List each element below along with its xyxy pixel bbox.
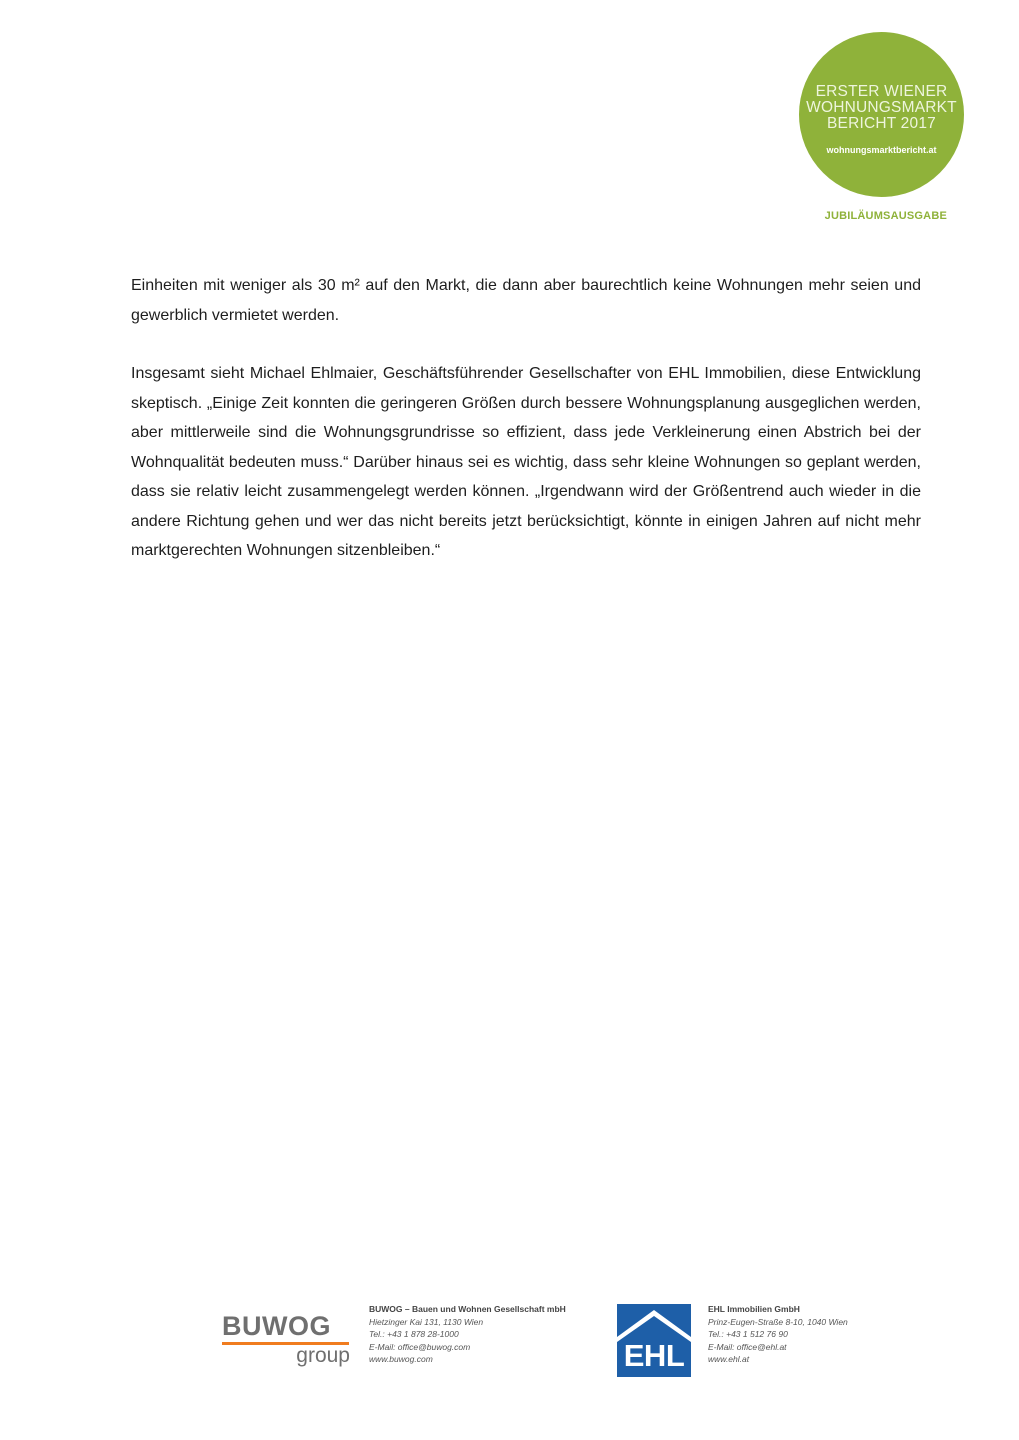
body-text: [131, 271, 921, 595]
ehl-address-block: [708, 1303, 848, 1366]
ehl-logo: [617, 1304, 691, 1377]
ehl-email[interactable]: E-Mail: office@ehl.at: [708, 1341, 787, 1352]
buwog-company-name: BUWOG – Bauen und Wohnen Gesellschaft mbH: [369, 1304, 566, 1314]
ehl-phone: Tel.: +43 1 512 76 90: [708, 1329, 788, 1340]
paragraph-2: Insgesamt sieht Michael Ehlmaier, Geschäftsführender Gesellschafter von EHL Immobilien, diese Entwicklung skeptisch. „Einige Zeit konnten die geringeren Größen durch bessere Wohnungsplanung ausgeglichen werden, aber mittlerweile sind die Wohnungsgrundrisse so effizient, dass jede Verkleinerung einen Abstrich bei der Wohnqualität bedeuten muss.“ Darüber hinaus sei es wichtig, dass sehr kleine Wohnungen so geplant werden, dass sie relativ leicht zusammengelegt werden können. „Irgendwann wird der Größentrend auch wieder in die andere Richtung gehen und wer das nicht bereits jetzt berücksichtigt, könnte in einigen Jahren auf nicht mehr marktgerechten Wohnungen sitzenbleiben.“: [131, 365, 921, 559]
report-badge: [799, 32, 964, 197]
paragraph-1: Einheiten mit weniger als 30 m² auf den Markt, die dann aber baurechtlich keine Wohnungen mehr seien und gewerblich vermietet werden.: [131, 277, 921, 324]
buwog-logo: [222, 1312, 352, 1367]
buwog-address-block: [369, 1303, 566, 1366]
badge-line-3: BERICHT 2017: [827, 115, 936, 132]
jubilee-label: JUBILÄUMSAUSGABE: [824, 210, 947, 222]
buwog-phone: Tel.: +43 1 878 28-1000: [369, 1329, 459, 1340]
buwog-email[interactable]: E-Mail: office@buwog.com: [369, 1341, 471, 1352]
ehl-logo-word: EHL: [623, 1338, 685, 1373]
badge-line-1: ERSTER WIENER: [815, 83, 948, 100]
buwog-address: Hietzinger Kai 131, 1130 Wien: [369, 1316, 484, 1327]
ehl-address: Prinz-Eugen-Straße 8-10, 1040 Wien: [708, 1316, 848, 1327]
badge-line-2: WOHNUNGSMARKT: [806, 99, 957, 116]
ehl-web[interactable]: www.ehl.at: [708, 1354, 750, 1365]
ehl-company-name: EHL Immobilien GmbH: [708, 1304, 800, 1314]
buwog-logo-word: BUWOG: [222, 1311, 331, 1341]
badge-url: wohnungsmarktbericht.at: [826, 145, 937, 155]
buwog-web[interactable]: www.buwog.com: [369, 1354, 433, 1365]
badge-title: [799, 84, 964, 132]
buwog-logo-sub: group: [296, 1344, 350, 1367]
